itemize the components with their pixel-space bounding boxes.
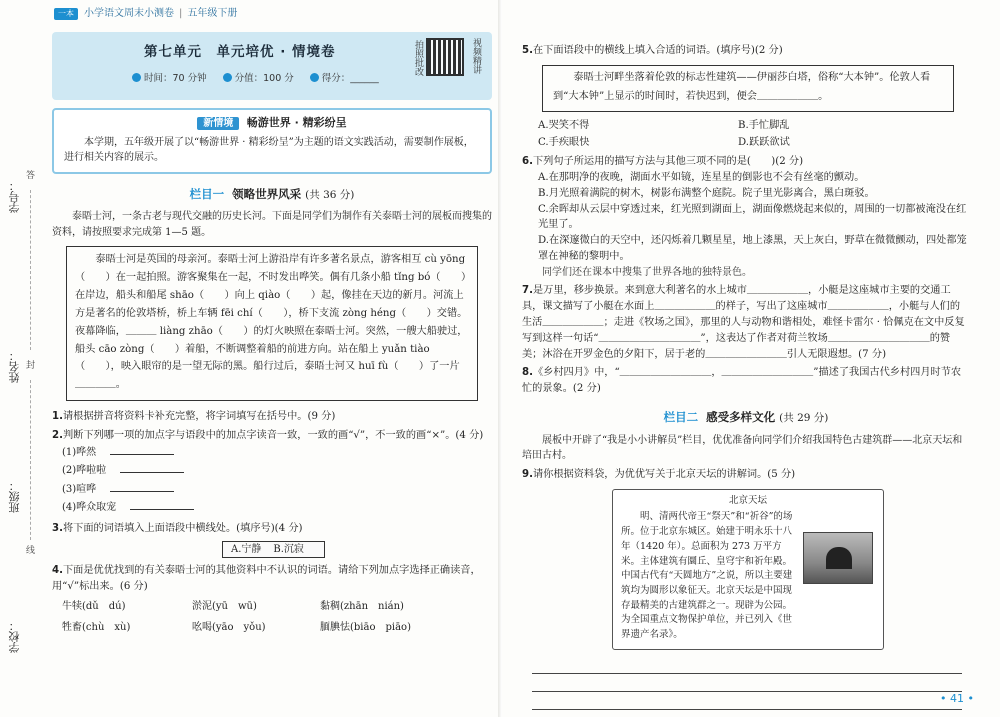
scan-grade-label: 拍照批改 xyxy=(412,40,423,76)
q6-option[interactable]: B.月光照着满院的树木，树影布满整个庭院。院子里光影离合，黑白斑驳。 xyxy=(538,187,875,199)
page-header: 一本 小学语文周末小测卷 | 五年级下册 xyxy=(54,6,237,22)
q4-word[interactable]: 淤泥(yū wū) xyxy=(192,600,257,612)
page-number: • 41 • xyxy=(940,692,974,705)
passage-text: 泰晤士河是英国的母亲河。泰晤士河上游沿岸有许多著名景点，游客相互 cù yōng（ ）在一起拍照。游客聚集在一起，不时发出哗笑。偶有几条小船 tǐng bó（ ）在岸边，船头和船尾 shāo（ ）向上 qiào（ ）起，像挂在天边的新月。河流上方是著名的伦敦塔桥，桥上车辆 fēi chí（ ），桥下支流 zòng héng（ ）交错。夜幕降临，＿＿＿ liàng zhāo（ ）的灯火映照在泰晤士河。突然，一艘大船驶过，船头 cāo zòng（ ）着船，不断调整着船的前进方向。站在船上 yuǎn tiào（ ），映入眼帘的是一望无际的黑。船行过后，泰晤士河又 huī fù（ ）了一片＿＿＿＿。 xyxy=(75,254,468,391)
q6-options xyxy=(538,170,970,265)
book-spine xyxy=(498,0,502,717)
reading-passage xyxy=(66,246,478,401)
right-column xyxy=(522,40,970,714)
tiantan-info-card xyxy=(612,489,884,650)
question-5: 5.在下面语段中的横线上填入合适的词语。(填序号)(2 分) xyxy=(522,45,783,56)
q6-option[interactable]: A.在那明净的夜晚，湖面水平如镜，连星星的倒影也不会有丝毫的颤动。 xyxy=(538,172,865,183)
question-8: 8.《乡村四月》中，“＿＿＿＿＿＿＿＿＿，＿＿＿＿＿＿＿＿＿”描述了我国古代乡村四月时节农忙的景象。(2 分) xyxy=(522,367,962,395)
question-6: 6.下列句子所运用的描写方法与其他三项不同的是( )(2 分) xyxy=(522,156,804,168)
question-1: 1.请根据拼音将资料卡补充完整，将字词填写在括号中。(9 分) xyxy=(52,411,336,423)
card-text: 明、清两代帝王“祭天”和“祈谷”的场所。位于北京东城区。始建于明永乐十八年（1420 年）。总面积为 273 万平方米。主体建筑有圜丘、皇穹宇和祈年殿。中国古代有“天圆地方”之说，所以主要建筑均为圆形以象征天。北京天坛是中国现存最精美的古建筑群之一。现辟为公园。为全国重点文物保护单位，并已列入《世界遗产名录》。 xyxy=(621,511,793,641)
unit-banner xyxy=(52,32,492,100)
score-info: 分值：100 分 xyxy=(223,72,294,87)
qr-code-icon[interactable] xyxy=(426,38,464,76)
question-4: 4.下面是优优找到的有关泰晤士河的其他资料中不认识的词语。请给下列加点字选择正确读音，用“√”标出来。(6 分) xyxy=(52,565,481,592)
q6-option[interactable]: C.余晖却从云层中穿透过来，红光照到湖面上，湖面像燃烧起来似的，周围的一切都被淹没在红光里了。 xyxy=(538,203,967,231)
q5-option[interactable]: D.跃跃欲试 xyxy=(738,137,790,149)
video-label: 视频精讲 xyxy=(470,38,481,74)
got-info: 得分：______ xyxy=(310,72,379,87)
answer-line[interactable] xyxy=(532,660,962,674)
series-name: 小学语文周末小测卷 xyxy=(84,8,174,20)
scenario-box xyxy=(52,108,492,174)
section2-intro: 展板中开辟了“我是小小讲解员”栏目，优优准备向同学们介绍我国特色古建筑群——北京天坛和培田古村。 xyxy=(522,434,963,462)
q5-option[interactable]: C.手疾眼快 xyxy=(538,137,590,149)
q2-item: (4)哗众取宠 xyxy=(62,499,492,518)
q4-words xyxy=(62,599,492,636)
question-3: 3.将下面的词语填入上面语段中横线处。(填序号)(4 分) xyxy=(52,522,303,534)
badge-icon xyxy=(223,73,232,82)
seal-mark-line: 线 xyxy=(26,546,36,556)
q5-option[interactable]: A.哭笑不得 xyxy=(538,119,590,131)
question-2: 2.判断下列哪一项的加点字与语段中的加点字读音一致，一致的画“√”，不一致的画“×”。(4 分) xyxy=(52,429,484,441)
q4-word[interactable]: 吆喝(yāo yǒu) xyxy=(192,622,266,634)
scenario-tag: 新情境 xyxy=(197,117,239,130)
pen-icon xyxy=(310,73,319,82)
q2-item: (2)哗啦啦 xyxy=(62,462,492,481)
q2-items xyxy=(62,444,492,518)
question-9: 9.请你根据资料袋，为优优写关于北京天坛的讲解词。(5 分) xyxy=(522,468,796,480)
unit-info xyxy=(132,72,379,87)
q2-item: (3)喧哗 xyxy=(62,481,492,500)
grade-name: 五年级下册 xyxy=(187,8,238,20)
q5-options xyxy=(538,118,970,152)
q6-option[interactable]: D.在深邃微白的天空中，还闪烁着几颗星星，地上漆黑，天上灰白，野草在微微颤动，四处都笼罩在神秘的黎明中。 xyxy=(538,235,967,263)
q5-option[interactable]: B.手忙脚乱 xyxy=(738,119,790,131)
temple-of-heaven-photo xyxy=(803,532,873,584)
question-7: 7.是万里，移步换景。来到意大利著名的水上城市＿＿＿＿＿＿，小艇是这座城市主要的交通工具，课文描写了小艇在水面上＿＿＿＿＿＿的样子，写出了这座城市＿＿＿＿＿＿，小艇与人们的生活＿＿＿＿＿＿；走进《牧场之国》，那里的人与动物和谐相处，难怪卡雷尔 · 恰佩克在文中反复写到这样一句话“＿＿＿＿＿＿＿＿＿＿”，这表达了作者对荷兰牧场＿＿＿＿＿＿＿＿＿＿的赞美；沐浴在开罗金色的夕阳下，居于老的＿＿＿＿＿＿＿＿引人无限遐想。(7 分) xyxy=(522,285,965,360)
q4-word[interactable]: 牲畜(chù xù) xyxy=(62,622,131,634)
seal-mark-seal: 封 xyxy=(26,361,36,371)
seal-dash xyxy=(30,190,31,350)
card-title: 北京天坛 xyxy=(728,494,767,506)
q4-word[interactable]: 牛犊(dǔ dú) xyxy=(62,600,126,612)
clock-icon xyxy=(132,73,141,82)
unit-title: 第七单元 单元培优 · 情境卷 xyxy=(144,44,336,60)
answer-lines xyxy=(532,660,962,710)
q4-word[interactable]: 黏稠(zhān nián) xyxy=(320,600,404,612)
q3-options: A.宁静 B.沉寂 xyxy=(222,541,325,559)
seal-mark-answer: 答 xyxy=(26,171,36,181)
answer-blank[interactable] xyxy=(120,463,184,473)
scenario-title: 畅游世界 · 精彩纷呈 xyxy=(246,116,347,129)
seal-dash xyxy=(30,380,31,540)
answer-line[interactable] xyxy=(532,696,962,710)
name-label: 姓名： xyxy=(8,350,21,383)
time-info: 时间：70 分钟 xyxy=(132,72,207,87)
binding-margin xyxy=(0,30,40,710)
q4-word[interactable]: 腼腆怯(biāo piāo) xyxy=(320,622,411,634)
answer-line[interactable] xyxy=(532,678,962,692)
q6-note: 同学们还在课本中搜集了世界各地的独特景色。 xyxy=(542,266,752,278)
answer-blank[interactable] xyxy=(110,482,174,492)
scenario-text: 本学期，五年级开展了以“畅游世界 · 精彩纷呈”为主题的语文实践活动，需要制作展板，进行相关内容的展示。 xyxy=(64,136,474,163)
answer-blank[interactable] xyxy=(110,445,174,455)
q5-sentence-box: 泰晤士河畔坐落着伦敦的标志性建筑——伊丽莎白塔，俗称“大本钟”。伦敦人看到“大本钟”上显示的时间时，若快迟到，便会＿＿＿＿＿＿。 xyxy=(542,65,954,112)
section1-intro: 泰晤士河，一条古老与现代交融的历史长河。下面是同学们为制作有关泰晤士河的展板而搜集的资料，请按照要求完成第 1—5 题。 xyxy=(52,211,492,238)
id-label: 学号： xyxy=(8,180,21,213)
q2-item: (1)哗然 xyxy=(62,444,492,463)
brand-logo: 一本 xyxy=(54,8,78,20)
school-label: 学校： xyxy=(8,620,21,653)
section1-heading: 栏目一 领略世界风采 (共 36 分) xyxy=(189,186,355,201)
left-column xyxy=(52,26,492,636)
section2-heading: 栏目二 感受多样文化 (共 29 分) xyxy=(663,410,829,425)
class-label: 班级： xyxy=(8,480,21,513)
answer-blank[interactable] xyxy=(130,500,194,510)
